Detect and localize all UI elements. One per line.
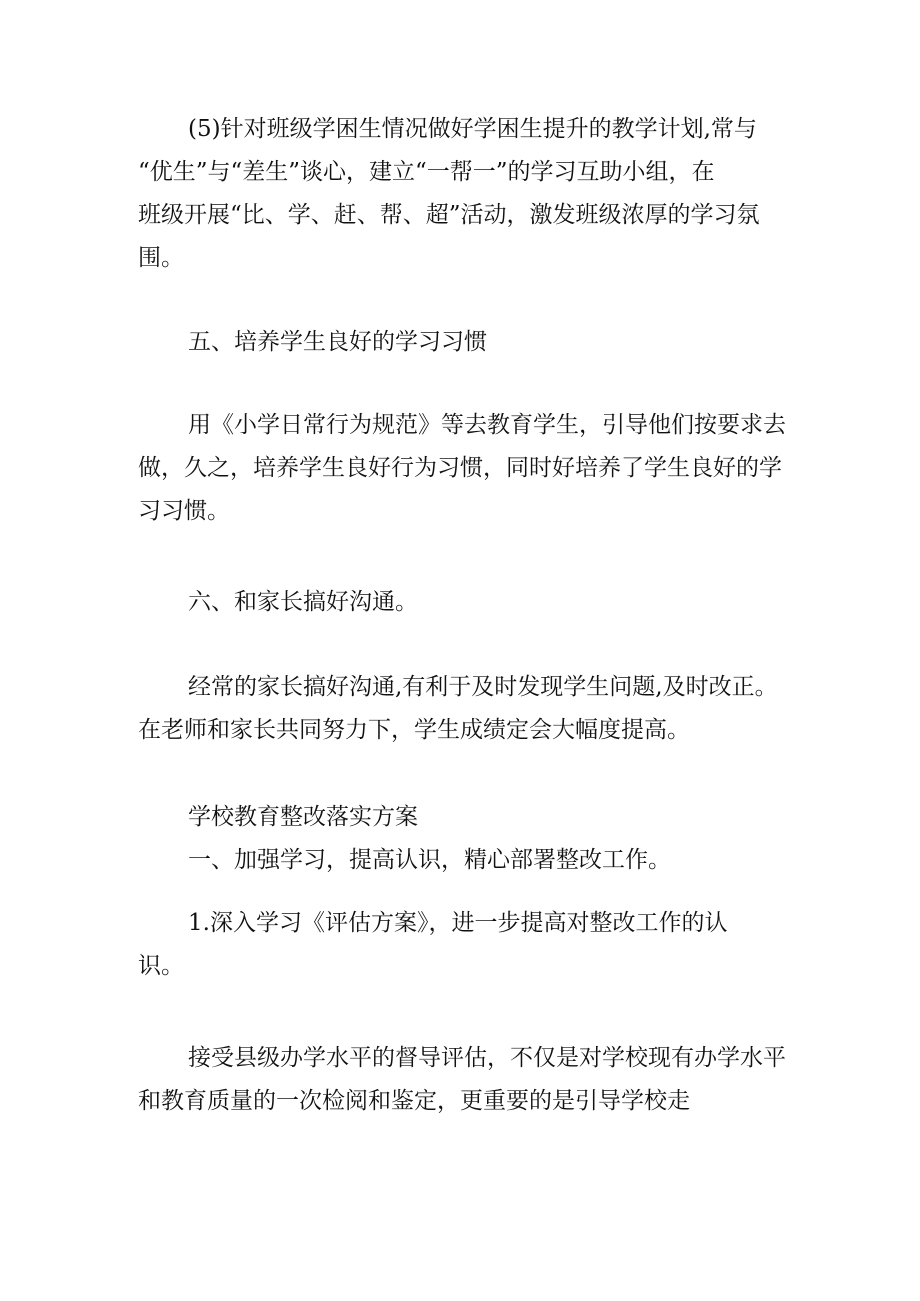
paragraph-parent-communication (138, 666, 798, 752)
paragraph-improvement-plan (138, 108, 798, 280)
text-line: (5)针对班级学困生情况做好学困生提升的教学计划,常与 (188, 116, 757, 142)
heading-section-six (138, 581, 798, 624)
paragraph-evaluation (138, 1037, 798, 1123)
title-text: 学校教育整改落实方案 (188, 804, 418, 830)
text-line: “优生”与“差生”谈心，建立“一帮一”的学习互助小组，在 (138, 159, 715, 185)
heading-section-five (138, 321, 798, 364)
text-line: 班级开展“比、学、赶、帮、超”活动，激发班级浓厚的学习氛 (138, 202, 760, 228)
paragraph-study-plan (138, 902, 798, 988)
heading-text: 六、和家长搞好沟通。 (188, 589, 418, 615)
heading-text: 一、加强学习，提高认识，精心部署整改工作。 (188, 847, 671, 873)
document-title (138, 796, 798, 839)
text-line: 识。 (138, 953, 184, 979)
text-line: 用《小学日常行为规范》等去教育学生，引导他们按要求去 (188, 412, 786, 438)
text-line: 接受县级办学水平的督导评估，不仅是对学校现有办学水平 (188, 1045, 786, 1071)
text-line: 在老师和家长共同努力下，学生成绩定会大幅度提高。 (138, 717, 690, 743)
text-line: 和教育质量的一次检阅和鉴定，更重要的是引导学校走 (138, 1088, 690, 1114)
text-line: 1.深入学习《评估方案》，进一步提高对整改工作的认 (188, 910, 728, 936)
text-line: 做，久之，培养学生良好行为习惯，同时好培养了学生良好的学 (138, 455, 782, 481)
heading-text: 五、培养学生良好的学习习惯 (188, 329, 487, 355)
text-line: 习习惯。 (138, 498, 230, 524)
heading-section-one (138, 839, 798, 882)
text-line: 围。 (138, 245, 184, 271)
paragraph-habits (138, 404, 798, 533)
text-line: 经常的家长搞好沟通,有利于及时发现学生问题,及时改正。 (188, 674, 778, 700)
